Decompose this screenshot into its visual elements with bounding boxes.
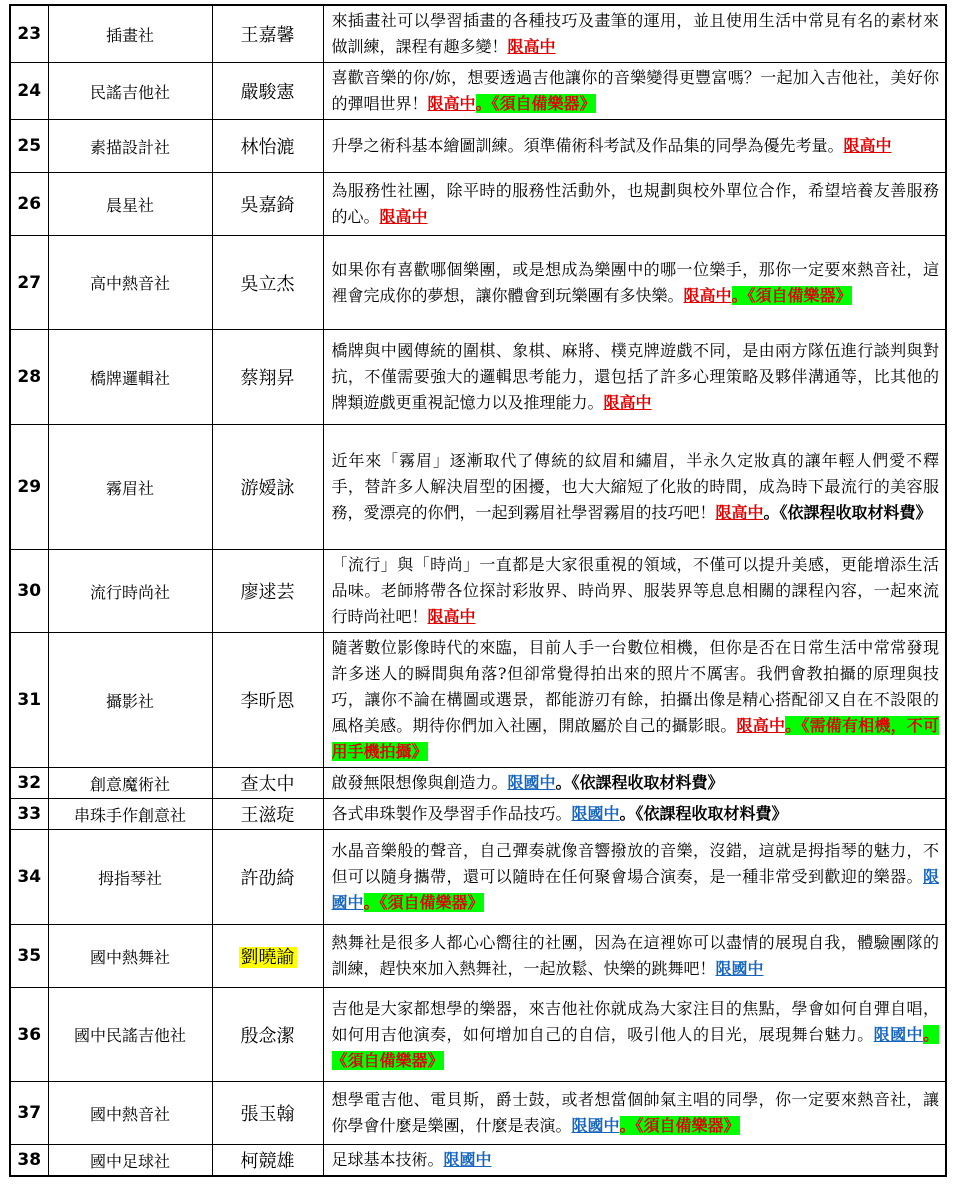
teacher-cell	[212, 120, 323, 173]
club-description: 吉他是大家都想學的樂器，來吉他社你就成為大家注目的焦點，學會如何自彈自唱，如何用吉他演奏，如何增加自己的自信，吸引他人的目光，展現舞台魅力。	[331, 998, 939, 1044]
club-description-cell	[323, 330, 946, 425]
requirement-note: 。《須自備樂器》	[475, 94, 596, 113]
club-description: 各式串珠製作及學習手作品技巧。	[331, 804, 572, 823]
row-number: 36	[10, 988, 48, 1082]
club-table	[9, 4, 947, 1177]
requirement-note: 。《須自備樂器》	[331, 1024, 939, 1070]
table-row	[10, 120, 946, 173]
eligibility-tag: 限國中	[443, 1150, 492, 1169]
club-description: 來插畫社可以學習插畫的各種技巧及畫筆的運用，並且使用生活中常見有名的素材來做訓練，課程有趣多變！	[331, 11, 939, 56]
club-description: 為服務性社團，除平時的服務性活動外，也規劃與校外單位合作，希望培養友善服務的心。	[331, 181, 939, 226]
club-description-cell	[323, 1082, 946, 1145]
club-description-cell	[323, 120, 946, 173]
teacher-cell	[212, 768, 323, 799]
teacher-cell	[212, 925, 323, 988]
teacher-cell	[212, 550, 323, 633]
club-table-body	[10, 5, 946, 1176]
row-number: 26	[10, 173, 48, 236]
table-row	[10, 830, 946, 925]
row-number: 32	[10, 768, 48, 799]
teacher-name: 林怡漉	[240, 137, 295, 158]
teacher-cell	[212, 1145, 323, 1177]
eligibility-tag: 限高中	[379, 207, 428, 226]
club-name: 流行時尚社	[48, 550, 212, 633]
requirement-note: 。《須自備樂器》	[363, 893, 484, 912]
table-row	[10, 330, 946, 425]
teacher-cell	[212, 63, 323, 120]
eligibility-tag: 限國中	[507, 773, 556, 792]
teacher-cell	[212, 330, 323, 425]
club-name: 創意魔術社	[48, 768, 212, 799]
eligibility-tag: 限高中	[603, 393, 652, 412]
club-name: 攝影社	[48, 633, 212, 768]
club-description-cell	[323, 173, 946, 236]
club-name: 拇指琴社	[48, 830, 212, 925]
teacher-name: 蔡翔昇	[240, 368, 295, 389]
row-number: 24	[10, 63, 48, 120]
teacher-name: 許劭綺	[240, 868, 295, 889]
club-description-cell	[323, 925, 946, 988]
teacher-name: 嚴駿憲	[240, 82, 295, 103]
requirement-note: 。《須自備樂器》	[731, 285, 852, 305]
club-name: 素描設計社	[48, 120, 212, 173]
row-number: 35	[10, 925, 48, 988]
eligibility-tag: 限國中	[715, 959, 764, 978]
table-row	[10, 550, 946, 633]
club-name: 國中民謠吉他社	[48, 988, 212, 1082]
club-description: 水晶音樂般的聲音，自己彈奏就像音響撥放的音樂，沒錯，這就是拇指琴的魅力，不但可以隨身攜帶，還可以隨時在任何聚會場合演奏，是一種非常受到歡迎的樂器。	[331, 841, 939, 886]
row-number: 29	[10, 425, 48, 550]
requirement-note: 。《依課程收取材料費》	[763, 503, 932, 522]
club-description: 啟發無限想像與創造力。	[331, 773, 508, 792]
eligibility-tag: 限國中	[571, 804, 620, 823]
club-description: 近年來「霧眉」逐漸取代了傳統的紋眉和繡眉，半永久定妝真的讓年輕人們愛不釋手，替許多人解決眉型的困擾，也大大縮短了化妝的時間，成為時下最流行的美容服務，愛漂亮的你們，一起到霧眉社學習霧眉的技巧吧！	[331, 451, 939, 522]
teacher-cell	[212, 799, 323, 830]
table-row	[10, 5, 946, 63]
club-description-cell	[323, 633, 946, 768]
club-description-cell	[323, 799, 946, 830]
club-description: 橋牌與中國傳統的圍棋、象棋、麻將、樸克牌遊戲不同，是由兩方隊伍進行談判與對抗，不僅需要強大的邏輯思考能力，還包括了許多心理策略及夥伴溝通等，比其他的牌類遊戲更重視記憶力以及推理能力。	[331, 341, 939, 412]
club-description-cell	[323, 830, 946, 925]
row-number: 37	[10, 1082, 48, 1145]
row-number: 34	[10, 830, 48, 925]
row-number: 25	[10, 120, 48, 173]
table-row	[10, 236, 946, 330]
eligibility-tag: 限高中	[507, 37, 556, 56]
teacher-name: 柯競雄	[240, 1151, 295, 1172]
table-row	[10, 1082, 946, 1145]
teacher-name: 吳立杰	[240, 273, 295, 295]
club-description-cell	[323, 236, 946, 330]
eligibility-tag: 限高中	[843, 136, 892, 155]
club-description: 隨著數位影像時代的來臨，目前人手一台數位相機，但你是否在日常生活中常常發現許多迷人的瞬間與角落?但卻常覺得拍出來的照片不厲害。我們會教拍攝的原理與技巧，讓你不論在構圖或選景，都能游刃有餘，拍攝出像是精心搭配卻又自在不設限的風格美感。期待你們加入社團，開啟屬於自己的攝影眼。	[331, 638, 939, 735]
table-row	[10, 173, 946, 236]
club-description-cell	[323, 425, 946, 550]
teacher-name: 李昕恩	[240, 691, 295, 712]
teacher-name: 廖逑芸	[240, 582, 295, 603]
eligibility-tag: 限國中	[873, 1024, 923, 1044]
eligibility-tag: 限高中	[427, 607, 476, 626]
eligibility-tag: 限高中	[427, 94, 476, 113]
teacher-name: 吳嘉錡	[240, 195, 295, 216]
teacher-cell	[212, 425, 323, 550]
teacher-name: 王滋琁	[240, 805, 295, 826]
eligibility-tag: 限國中	[331, 867, 939, 912]
club-description: 「流行」與「時尚」一直都是大家很重視的領域，不僅可以提升美感，更能增添生活品味。老師將帶各位探討彩妝界、時尚界、服裝界等息息相關的課程內容，一起來流行時尚社吧！	[331, 555, 939, 626]
club-name: 民謠吉他社	[48, 63, 212, 120]
teacher-name: 王嘉馨	[240, 25, 295, 46]
teacher-name: 殷念潔	[240, 1025, 295, 1047]
row-number: 23	[10, 5, 48, 63]
row-number: 38	[10, 1145, 48, 1177]
club-description-cell	[323, 768, 946, 799]
eligibility-tag: 限高中	[736, 716, 786, 735]
club-name: 國中熱舞社	[48, 925, 212, 988]
teacher-cell	[212, 988, 323, 1082]
club-description: 想學電吉他、電貝斯，爵士鼓，或者想當個帥氣主唱的同學，你一定要來熱音社，讓你學會什麼是樂團，什麼是表演。	[331, 1090, 939, 1135]
club-name: 高中熱音社	[48, 236, 212, 330]
club-description-cell	[323, 5, 946, 63]
club-name: 國中熱音社	[48, 1082, 212, 1145]
club-description-cell	[323, 63, 946, 120]
club-description-cell	[323, 550, 946, 633]
table-row	[10, 633, 946, 768]
table-row	[10, 63, 946, 120]
row-number: 28	[10, 330, 48, 425]
requirement-note: 。《依課程收取材料費》	[619, 804, 788, 823]
club-name: 插畫社	[48, 5, 212, 63]
requirement-note: 。《依課程收取材料費》	[555, 773, 724, 792]
eligibility-tag: 限高中	[715, 503, 764, 522]
row-number: 27	[10, 236, 48, 330]
club-name: 霧眉社	[48, 425, 212, 550]
teacher-cell	[212, 236, 323, 330]
table-row	[10, 768, 946, 799]
teacher-name: 游嫒詠	[240, 478, 295, 499]
club-description: 喜歡音樂的你/妳，想要透過吉他讓你的音樂變得更豐富嗎？一起加入吉他社，美好你的彈唱世界！	[331, 68, 939, 113]
teacher-cell	[212, 633, 323, 768]
table-row	[10, 799, 946, 830]
row-number: 33	[10, 799, 48, 830]
teacher-cell	[212, 173, 323, 236]
row-number: 30	[10, 550, 48, 633]
club-name: 晨星社	[48, 173, 212, 236]
row-number: 31	[10, 633, 48, 768]
club-description: 如果你有喜歡哪個樂團，或是想成為樂團中的哪一位樂手，那你一定要來熱音社，這裡會完成你的夢想，讓你體會到玩樂團有多快樂。	[331, 259, 939, 305]
club-name: 橋牌邏輯社	[48, 330, 212, 425]
eligibility-tag: 限國中	[571, 1116, 620, 1135]
club-description: 升學之術科基本繪圖訓練。須準備術科考試及作品集的同學為優先考量。	[331, 136, 844, 155]
teacher-name: 劉曉諭	[240, 947, 295, 968]
club-description: 足球基本技術。	[331, 1150, 444, 1169]
table-row	[10, 425, 946, 550]
club-description: 熱舞社是很多人都心心嚮往的社團，因為在這裡妳可以盡情的展現自我，體驗團隊的訓練，趕快來加入熱舞社，一起放鬆、快樂的跳舞吧！	[331, 933, 939, 978]
table-row	[10, 988, 946, 1082]
eligibility-tag: 限高中	[683, 285, 732, 305]
teacher-cell	[212, 5, 323, 63]
club-description-cell	[323, 988, 946, 1082]
club-name: 國中足球社	[48, 1145, 212, 1177]
requirement-note: 。《須自備樂器》	[619, 1116, 740, 1135]
teacher-cell	[212, 830, 323, 925]
table-row	[10, 1145, 946, 1177]
teacher-name: 張玉翰	[240, 1104, 295, 1125]
teacher-name: 查太中	[240, 774, 295, 795]
club-description-cell	[323, 1145, 946, 1177]
teacher-cell	[212, 1082, 323, 1145]
club-name: 串珠手作創意社	[48, 799, 212, 830]
requirement-note: 。《需備有相機，不可用手機拍攝》	[331, 716, 939, 761]
table-row	[10, 925, 946, 988]
